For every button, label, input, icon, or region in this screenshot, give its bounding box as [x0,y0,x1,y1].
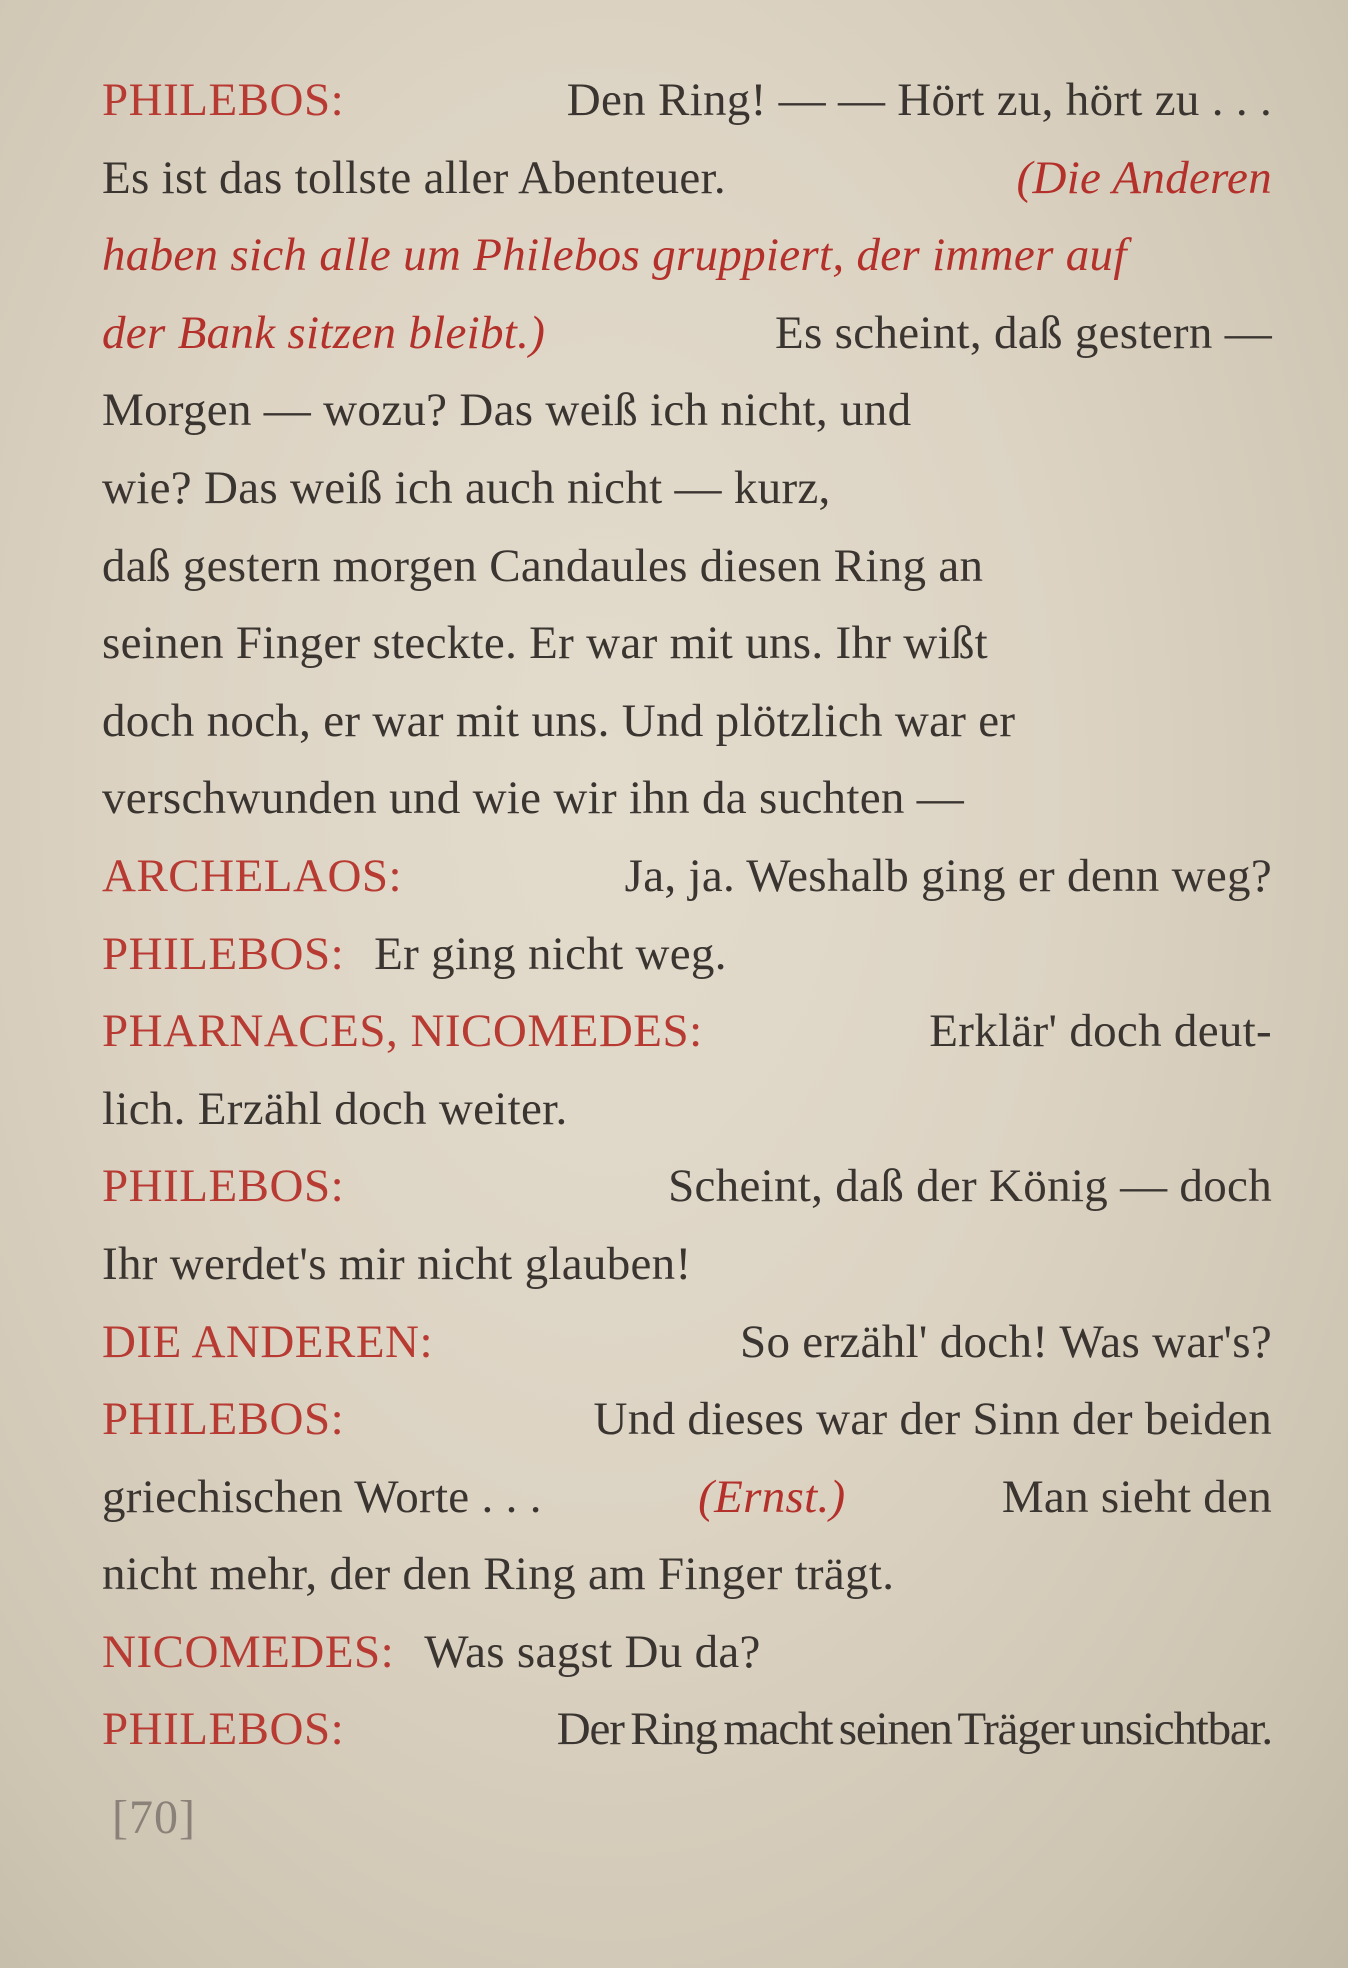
stage-direction: der Bank sitzen bleibt.) [102,306,546,359]
text-line [102,1691,1272,1769]
text-line [102,1071,1272,1149]
text-line [102,450,1272,528]
text-line [102,1226,1272,1304]
text-line [102,605,1272,683]
text-line [102,683,1272,761]
speaker-name: NICOMEDES: [102,1625,395,1678]
text-line [102,1304,1272,1382]
stage-direction: (Ernst.) [698,1470,846,1523]
dialogue-text: Ihr werdet's mir nicht glauben! [102,1237,692,1290]
dialogue-text: Es ist das tollste aller Abenteuer. [102,151,726,204]
dialogue-text: Es scheint, daß gestern — [775,306,1272,359]
dialogue-text: daß gestern morgen Candaules diesen Ring an [102,539,984,592]
dialogue-text: Morgen — wozu? Das weiß ich nicht, und [102,384,912,437]
speaker-name: PHILEBOS: [102,1703,345,1756]
dialogue-text: Der Ring macht seinen Träger unsichtbar. [556,1703,1272,1756]
speaker-name: PHILEBOS: [102,1393,345,1446]
dialogue-text: Man sieht den [1001,1470,1272,1523]
dialogue-text: So erzähl' doch! Was war's? [740,1315,1272,1368]
text-line [102,140,1272,218]
dialogue-text: wie? Das weiß ich auch nicht — kurz, [102,461,831,514]
text-line [102,838,1272,916]
text-line [102,1614,1272,1692]
text-line [102,1148,1272,1226]
dialogue-text: doch noch, er war mit uns. Und plötzlich war er [102,694,1016,747]
text-line [102,916,1272,994]
speaker-name: DIE ANDEREN: [102,1315,434,1368]
text-line [102,217,1272,295]
dialogue-text: nicht mehr, der den Ring am Finger trägt. [102,1548,895,1601]
text-line [102,295,1272,373]
dialogue-text: Und dieses war der Sinn der beiden [593,1393,1272,1446]
text-line [102,1381,1272,1459]
text-line [102,760,1272,838]
dialogue-text: Was sagst Du da? [424,1625,761,1678]
speaker-name: PHILEBOS: [102,1160,345,1213]
dialogue-text: Ja, ja. Weshalb ging er denn weg? [624,849,1272,902]
dialogue-text: griechischen Worte . . . [102,1470,542,1523]
dialogue-text: Erklär' doch deut- [929,1005,1272,1058]
speaker-name: PHILEBOS: [102,74,345,126]
speaker-name: ARCHELAOS: [102,849,403,902]
dialogue-text: lich. Erzähl doch weiter. [102,1082,568,1135]
text-line [102,528,1272,606]
text-line [102,1459,1272,1537]
text-line [102,1536,1272,1614]
speaker-name: PHARNACES, NICOMEDES: [102,1005,703,1058]
stage-direction: (Die Anderen [1016,151,1272,204]
text-line [102,62,1272,140]
dialogue-text: verschwunden und wie wir ihn da suchten — [102,772,965,825]
stage-direction: haben sich alle um Philebos gruppiert, der immer auf [102,229,1127,282]
dialogue-text: Den Ring! — — Hört zu, hört zu . . . [566,74,1272,126]
speaker-name: PHILEBOS: [102,927,345,980]
text-line [102,993,1272,1071]
dialogue-text-block [102,62,1272,1769]
page-number: [70] [112,1791,196,1844]
dialogue-text: Er ging nicht weg. [374,927,727,980]
dialogue-text: seinen Finger steckte. Er war mit uns. Ihr wißt [102,617,989,670]
dialogue-text: Scheint, daß der König — doch [668,1160,1272,1213]
text-line [102,372,1272,450]
